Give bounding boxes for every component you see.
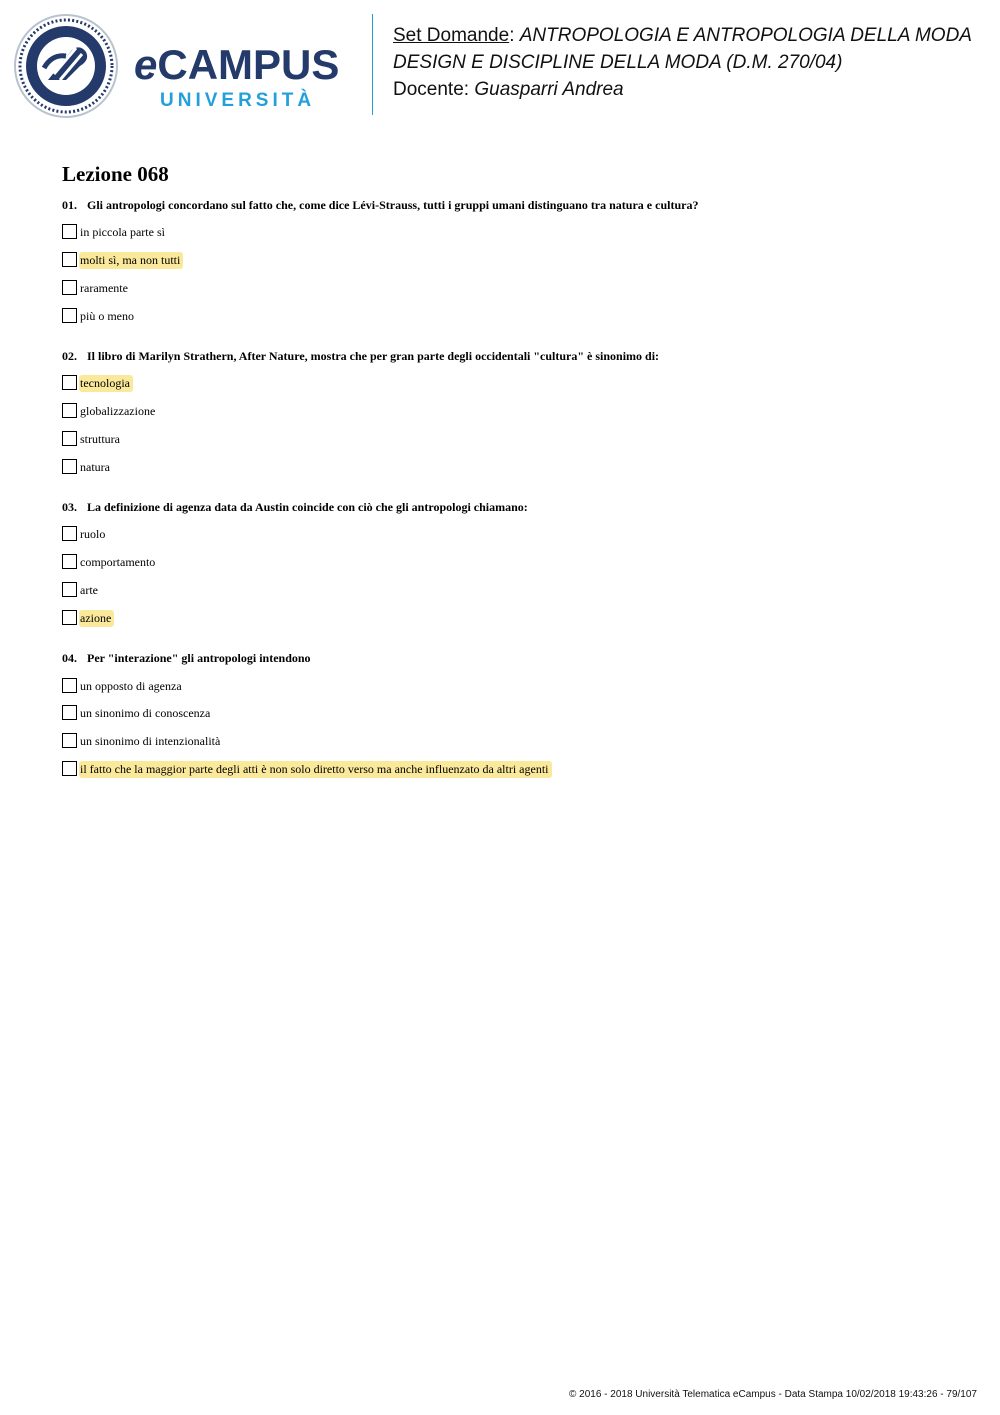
question-4 [62, 651, 311, 666]
answer-text: struttura [80, 432, 120, 446]
page-footer: © 2016 - 2018 Università Telematica eCampus - Data Stampa 10/02/2018 19:43:26 - 79/107 [569, 1389, 977, 1400]
question-2 [62, 349, 659, 364]
document-header [393, 22, 993, 103]
question-1 [62, 198, 698, 213]
question-text: Gli antropologi concordano sul fatto che, come dice Lévi-Strauss, tutti i gruppi umani distinguano tra natura e cultura? [87, 198, 699, 212]
answer-text: tecnologia [79, 375, 133, 392]
course-title: Set Domande: ANTROPOLOGIA E ANTROPOLOGIA DELLA MODA [393, 25, 972, 46]
question-3 [62, 500, 528, 515]
ecampus-wordmark: eCAMPUS [134, 41, 340, 88]
question-text: La definizione di agenza data da Austin coincide con ciò che gli antropologi chiamano: [87, 500, 528, 514]
checkbox[interactable] [62, 526, 77, 541]
checkbox[interactable] [62, 375, 77, 390]
ecampus-logo [14, 14, 359, 118]
checkbox[interactable] [62, 582, 77, 597]
answer-text: un sinonimo di conoscenza [80, 706, 211, 720]
checkbox[interactable] [62, 610, 77, 625]
set-label: Set Domande [393, 25, 510, 46]
question-number: 04. [62, 651, 77, 665]
question-text: Per "interazione" gli antropologi intendono [87, 651, 311, 665]
answer-text: in piccola parte sì [80, 225, 165, 239]
question-number: 02. [62, 349, 77, 363]
checkbox[interactable] [62, 459, 77, 474]
answer-text: azione [79, 610, 114, 627]
checkbox[interactable] [62, 252, 77, 267]
answer-text: arte [80, 583, 98, 597]
teacher-name: Guasparri Andrea [474, 79, 624, 100]
lesson-title: Lezione 068 [62, 162, 169, 186]
answer-text: il fatto che la maggior parte degli atti è non solo diretto verso ma anche influenzato da altri agenti [79, 761, 552, 778]
answer-text: un sinonimo di intenzionalità [80, 734, 221, 748]
ecampus-subtitle: UNIVERSITÀ [160, 90, 316, 111]
checkbox[interactable] [62, 678, 77, 693]
answer-text: un opposto di agenza [80, 679, 182, 693]
university-seal-icon [14, 14, 118, 118]
answer-text: globalizzazione [80, 404, 156, 418]
checkbox[interactable] [62, 308, 77, 323]
checkbox[interactable] [62, 733, 77, 748]
checkbox[interactable] [62, 280, 77, 295]
answer-text: ruolo [80, 527, 106, 541]
teacher-label: Docente [393, 79, 464, 100]
header-divider [372, 14, 373, 115]
checkbox[interactable] [62, 431, 77, 446]
checkbox[interactable] [62, 705, 77, 720]
teacher-line: Docente: Guasparri Andrea [393, 79, 624, 100]
course-line-2: DESIGN E DISCIPLINE DELLA MODA (D.M. 270/04) [393, 52, 843, 73]
question-text: Il libro di Marilyn Strathern, After Nature, mostra che per gran parte degli occidentali "cultura" è sinonimo di: [87, 349, 660, 363]
checkbox[interactable] [62, 554, 77, 569]
checkbox[interactable] [62, 761, 77, 776]
question-number: 01. [62, 198, 77, 212]
checkbox[interactable] [62, 403, 77, 418]
question-number: 03. [62, 500, 77, 514]
checkbox[interactable] [62, 224, 77, 239]
answer-text: molti sì, ma non tutti [79, 252, 183, 269]
answer-text: natura [80, 460, 110, 474]
answer-text: comportamento [80, 555, 156, 569]
answer-text: più o meno [80, 309, 134, 323]
course-line-1: ANTROPOLOGIA E ANTROPOLOGIA DELLA MODA [519, 25, 972, 46]
answer-text: raramente [80, 281, 128, 295]
